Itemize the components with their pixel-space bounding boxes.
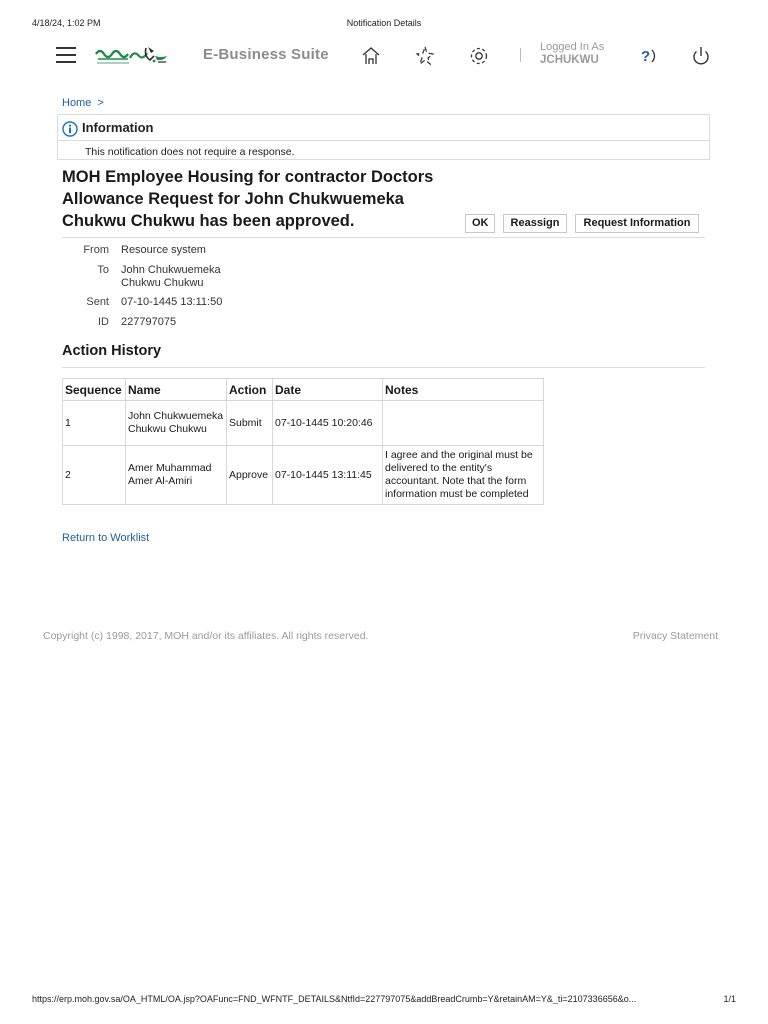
svg-text:?: ? — [641, 48, 651, 65]
return-to-worklist-link[interactable]: Return to Worklist — [62, 532, 150, 544]
print-datetime: 4/18/24, 1:02 PM — [32, 18, 101, 28]
id-value: 227797075 — [121, 316, 177, 328]
table-row — [63, 446, 544, 505]
cell-sequence: 2 — [63, 446, 126, 505]
notification-title: MOH Employee Housing for contractor Doctors Allowance Request for John Chukwuemeka Chukwu Chukwu has been approved. — [62, 168, 434, 230]
favorites-icon[interactable] — [412, 44, 438, 68]
home-icon[interactable] — [358, 44, 384, 68]
print-header — [32, 18, 736, 32]
information-message-box — [57, 114, 710, 160]
to-value-line1: John Chukwuemeka — [121, 264, 221, 276]
breadcrumb-home-link[interactable]: Home — [62, 97, 92, 109]
settings-icon[interactable] — [466, 44, 492, 68]
help-icon[interactable] — [634, 44, 660, 68]
print-url: https://erp.moh.gov.sa/OA_HTML/OA.jsp?OAFunc=FND_WFNTF_DETAILS&NtfId=227797075&addBreadCrumb=Y&retainAM=Y&_ti=2107336656&o... — [32, 994, 637, 1004]
menu-icon[interactable] — [56, 47, 76, 63]
cell-name: Amer Muhammad Amer Al-Amiri — [126, 446, 227, 505]
action-history-divider — [62, 367, 705, 368]
cell-date: 07-10-1445 13:11:45 — [273, 446, 383, 505]
cell-action: Approve — [227, 446, 273, 505]
column-header-name: Name — [126, 379, 227, 401]
information-message: This notification does not require a response. — [85, 146, 295, 158]
privacy-statement-link[interactable]: Privacy Statement — [632, 630, 718, 642]
breadcrumb — [62, 97, 104, 109]
cell-name: John Chukwuemeka Chukwu Chukwu — [126, 401, 227, 446]
from-value: Resource system — [121, 244, 206, 256]
to-value — [121, 264, 261, 290]
information-header — [58, 115, 709, 141]
reassign-button[interactable]: Reassign — [503, 214, 567, 233]
logged-in-label: Logged In As — [540, 41, 605, 53]
title-divider — [62, 237, 705, 238]
ministry-logo — [94, 44, 170, 66]
info-icon — [62, 121, 78, 137]
column-header-notes: Notes — [383, 379, 544, 401]
cell-sequence: 1 — [63, 401, 126, 446]
copyright-text: Copyright (c) 1998, 2017, MOH and/or its affiliates. All rights reserved. — [43, 630, 369, 642]
header-divider — [520, 48, 521, 62]
column-header-date: Date — [273, 379, 383, 401]
logout-icon[interactable] — [688, 44, 714, 68]
to-label: To — [97, 264, 109, 276]
information-title: Information — [82, 120, 154, 135]
request-information-button[interactable]: Request Information — [575, 214, 699, 233]
print-page-number: 1/1 — [723, 994, 736, 1004]
id-label: ID — [98, 316, 109, 328]
sent-value: 07-10-1445 13:11:50 — [121, 296, 223, 308]
logged-in-user: JCHUKWU — [540, 54, 599, 66]
global-header — [50, 36, 718, 76]
to-value-line2: Chukwu Chukwu — [121, 277, 204, 289]
print-footer — [32, 994, 736, 1008]
column-header-sequence: Sequence — [63, 379, 126, 401]
from-label: From — [83, 244, 109, 256]
cell-action: Submit — [227, 401, 273, 446]
table-header-row — [63, 379, 544, 401]
ok-button[interactable]: OK — [465, 214, 495, 233]
action-history-table — [62, 378, 544, 505]
app-name: E-Business Suite — [203, 46, 329, 63]
cell-date: 07-10-1445 10:20:46 — [273, 401, 383, 446]
cell-notes — [383, 401, 544, 446]
print-page-title: Notification Details — [346, 18, 422, 28]
breadcrumb-separator: > — [97, 97, 104, 109]
action-history-title: Action History — [62, 343, 162, 359]
column-header-action: Action — [227, 379, 273, 401]
table-row — [63, 401, 544, 446]
cell-notes: I agree and the original must be delivered to the entity's accountant. Note that the form information must be completed — [383, 446, 544, 505]
sent-label: Sent — [86, 296, 109, 308]
